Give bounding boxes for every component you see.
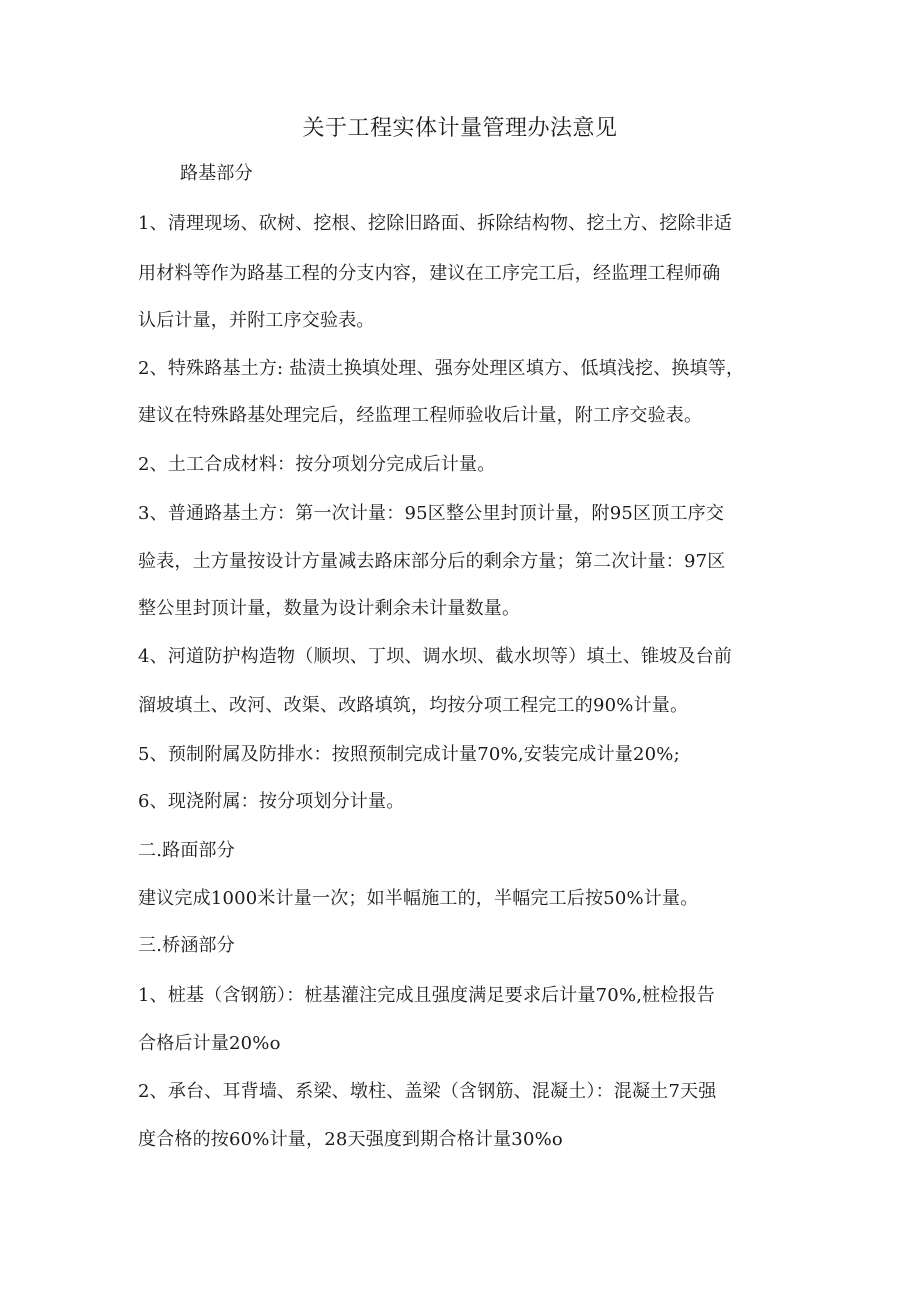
paragraph-line: 用材料等作为路基工程的分支内容，建议在工序完工后，经监理工程师确 <box>138 263 721 284</box>
paragraph-line: 1、桩基（含钢筋）：桩基灌注完成且强度满足要求后计量70%,桩检报告 <box>138 985 715 1006</box>
paragraph-line: 4、河道防护构造物（顺坝、丁坝、调水坝、截水坝等）填土、锥坡及台前 <box>138 646 733 667</box>
paragraph-line: 验表，土方量按设计方量减去路床部分后的剩余方量；第二次计量：97区 <box>138 551 726 572</box>
paragraph-line: 2、特殊路基土方: 盐渍土换填处理、强夯处理区填方、低填浅挖、换填等， <box>138 358 745 379</box>
paragraph-line: 6、现浇附属：按分项划分计量。 <box>138 791 405 812</box>
document-title: 关于工程实体计量管理办法意见 <box>302 116 618 141</box>
paragraph-line: 认后计量，并附工序交验表。 <box>138 310 375 331</box>
paragraph-line: 合格后计量20%o <box>138 1033 281 1054</box>
paragraph-line: 5、预制附属及防排水：按照预制完成计量70%,安装完成计量20%; <box>138 744 680 765</box>
paragraph-line: 1、清理现场、砍树、挖根、挖除旧路面、拆除结构物、挖土方、挖除非适 <box>138 213 733 234</box>
section-heading-roadbed: 路基部分 <box>180 163 253 184</box>
paragraph-line: 度合格的按60%计量，28天强度到期合格计量30%o <box>138 1129 563 1150</box>
paragraph-line: 建议完成1000米计量一次；如半幅施工的，半幅完工后按50%计量。 <box>138 888 699 909</box>
section-heading-pavement: 二.路面部分 <box>138 840 235 861</box>
paragraph-line: 整公里封顶计量，数量为设计剩余未计量数量。 <box>138 598 521 619</box>
section-heading-bridge: 三.桥涵部分 <box>138 935 235 956</box>
paragraph-line: 建议在特殊路基处理完后，经监理工程师验收后计量，附工序交验表。 <box>138 405 703 426</box>
paragraph-line: 3、普通路基土方：第一次计量：95区整公里封顶计量，附95区顶工序交 <box>138 503 725 524</box>
paragraph-line: 2、土工合成材料：按分项划分完成后计量。 <box>138 454 496 475</box>
paragraph-line: 溜坡填土、改河、改渠、改路填筑，均按分项工程完工的90%计量。 <box>138 695 689 716</box>
paragraph-line: 2、承台、耳背墙、系梁、墩柱、盖梁（含钢筋、混凝土）：混凝土7天强 <box>138 1081 717 1102</box>
